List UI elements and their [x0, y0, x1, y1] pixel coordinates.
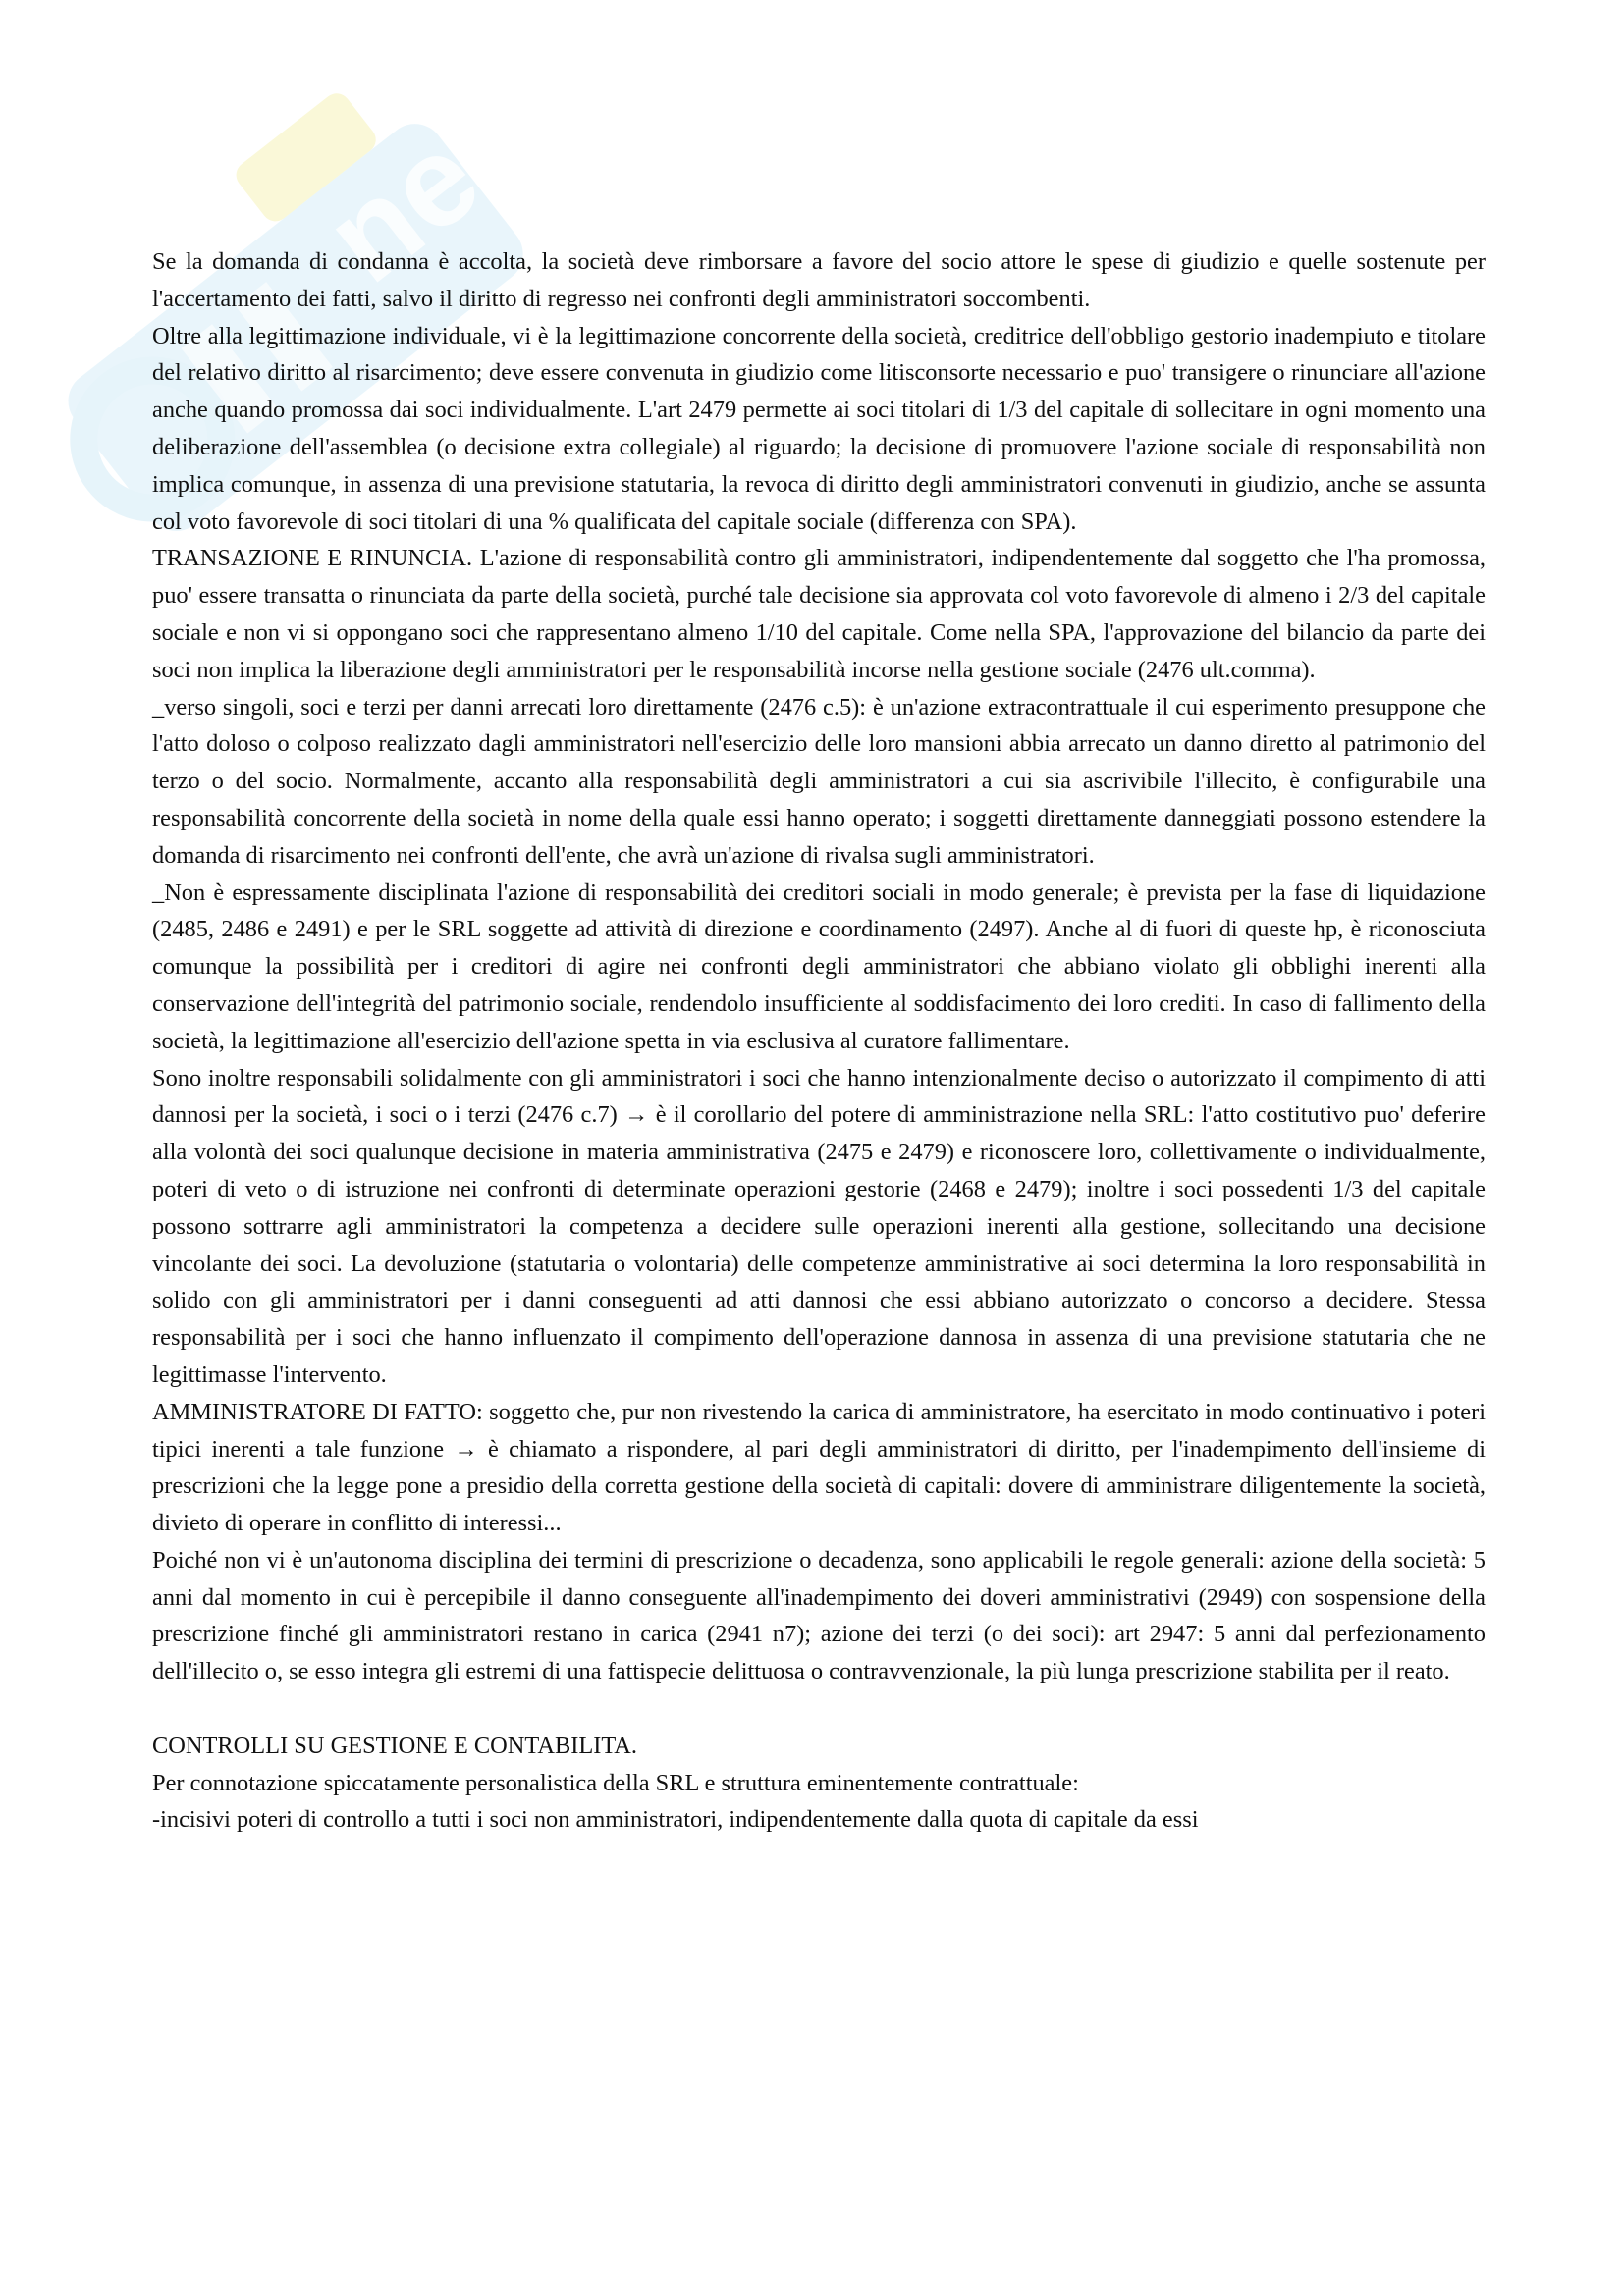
- paragraph-soci-responsabili: Sono inoltre responsabili solidalmente con gli amministratori i soci che hanno intenzionalmente deciso o autorizzato il compimento di atti dannosi per la società, i soci o i terzi (2476 c.7) → è il corollario del potere di amministrazione nella SRL: l'atto costitutivo puo' deferire alla volontà dei soci qualunque decisione in materia amministrativa (2475 e 2479) e riconoscere loro, collettivamente o individualmente, poteri di veto o di istruzione nei confronti di determinate operazioni gestorie (2468 e 2479); inoltre i soci possedenti 1/3 del capitale possono sottrarre agli amministratori la competenza a decidere sulle operazioni inerenti alla gestione, sollecitando una decisione vincolante dei soci. La devoluzione (statutaria o volontaria) delle competenze amministrative ai soci determina la loro responsabilità in solido con gli amministratori per i danni conseguenti ad atti dannosi che essi abbiano autorizzato o concorso a decidere. Stessa responsabilità per i soci che hanno influenzato il compimento dell'operazione dannosa in assenza di una previsione statutaria che ne legittimasse l'intervento.: [152, 1064, 1486, 1388]
- watermark-text: net: [298, 79, 539, 310]
- paragraph-transazione: TRANSAZIONE E RINUNCIA. L'azione di responsabilità contro gli amministratori, indipendentemente dal soggetto che l'ha promossa, puo' essere transatta o rinunciata da parte della società, purché tale decisione sia approvata col voto favorevole di almeno i 2/3 del capitale sociale e non vi si oppongano soci che rappresentano almeno 1/10 del capitale. Come nella SPA, l'approvazione del bilancio da parte dei soci non implica la liberazione degli amministratori per le responsabilità incorse nella gestione sociale (2476 ult.comma).: [152, 545, 1486, 683]
- paragraph-connotazione: Per connotazione spiccatamente personalistica della SRL e struttura eminentemente contrattuale:: [152, 1769, 1079, 1796]
- paragraph-condanna: Se la domanda di condanna è accolta, la società deve rimborsare a favore del socio attore le spese di giudizio e quelle sostenute per l'accertamento dei fatti, salvo il diritto di regresso nei confronti degli amministratori soccombenti.: [152, 248, 1486, 312]
- paragraph-amministratore-di-fatto: AMMINISTRATORE DI FATTO: soggetto che, pur non rivestendo la carica di amministratore, ha esercitato in modo continuativo i poteri tipici inerenti a tale funzione → è chiamato a rispondere, al pari degli amministratori di diritto, per l'inadempimento dell'insieme di prescrizioni che la legge pone a presidio della corretta gestione della società di capitali: dovere di amministrare diligentemente la società, divieto di operare in conflitto di interessi...: [152, 1398, 1486, 1537]
- paragraph-prescrizione: Poiché non vi è un'autonoma disciplina dei termini di prescrizione o decadenza, sono applicabili le regole generali: azione della società: 5 anni dal momento in cui è percepibile il danno conseguente all'inadempimento dei doveri amministrativi (2949) con sospensione della prescrizione finché gli amministratori restano in carica (2941 n7); azione dei terzi (o dei soci): art 2947: 5 anni dal perfezionamento dell'illecito o, se esso integra gli estremi di una fattispecie delittuosa o contravvenzionale, la più lunga prescrizione stabilita per il reato.: [152, 1546, 1486, 1685]
- paragraph-poteri-controllo: -incisivi poteri di controllo a tutti i soci non amministratori, indipendentemente dalla quota di capitale da essi: [152, 1806, 1199, 1834]
- paragraph-verso-singoli: _verso singoli, soci e terzi per danni arrecati loro direttamente (2476 c.5): è un'azione extracontrattuale il cui esperimento presuppone che l'atto doloso o colposo realizzato dagli amministratori nell'esercizio delle loro mansioni abbia arrecato un danno diretto al patrimonio del terzo o del socio. Normalmente, accanto alla responsabilità degli amministratori a cui sia ascrivibile l'illecito, è configurabile una responsabilità concorrente della società in nome della quale essi hanno operato; i soggetti direttamente danneggiati possono estendere la domanda di risarcimento nei confronti dell'ente, che avrà un'azione di rivalsa sugli amministratori.: [152, 693, 1486, 869]
- paragraph-spacer: [152, 1690, 1486, 1728]
- section-heading: CONTROLLI SU GESTIONE E CONTABILITA.: [152, 1732, 638, 1759]
- document-body: [152, 243, 1486, 1839]
- paragraph-creditori: _Non è espressamente disciplinata l'azione di responsabilità dei creditori sociali in modo generale; è prevista per la fase di liquidazione (2485, 2486 e 2491) e per le SRL soggette ad attività di direzione e coordinamento (2497). Anche al di fuori di queste hp, è riconosciuta comunque la possibilità per i creditori di agire nei confronti degli amministratori che abbiano violato gli obblighi inerenti alla conservazione dell'integrità del patrimonio sociale, rendendolo insufficiente al soddisfacimento dei loro crediti. In caso di fallimento della società, la legittimazione all'esercizio dell'azione spetta in via esclusiva al curatore fallimentare.: [152, 879, 1486, 1054]
- paragraph-legittimazione: Oltre alla legittimazione individuale, vi è la legittimazione concorrente della società, creditrice dell'obbligo gestorio inadempiuto e titolare del relativo diritto al risarcimento; deve essere convenuta in giudizio come litisconsorte necessario e puo' transigere o rinunciare all'azione anche quando promossa dai soci individualmente. L'art 2479 permette ai soci titolari di 1/3 del capitale di sollecitare in ogni momento una deliberazione dell'assemblea (o decisione extra collegiale) al riguardo; la decisione di promuovere l'azione sociale di responsabilità non implica comunque, in assenza di una previsione statutaria, la revoca di diritto degli amministratori convenuti in giudizio, anche se assunta col voto favorevole di soci titolari di una % qualificata del capitale sociale (differenza con SPA).: [152, 322, 1486, 535]
